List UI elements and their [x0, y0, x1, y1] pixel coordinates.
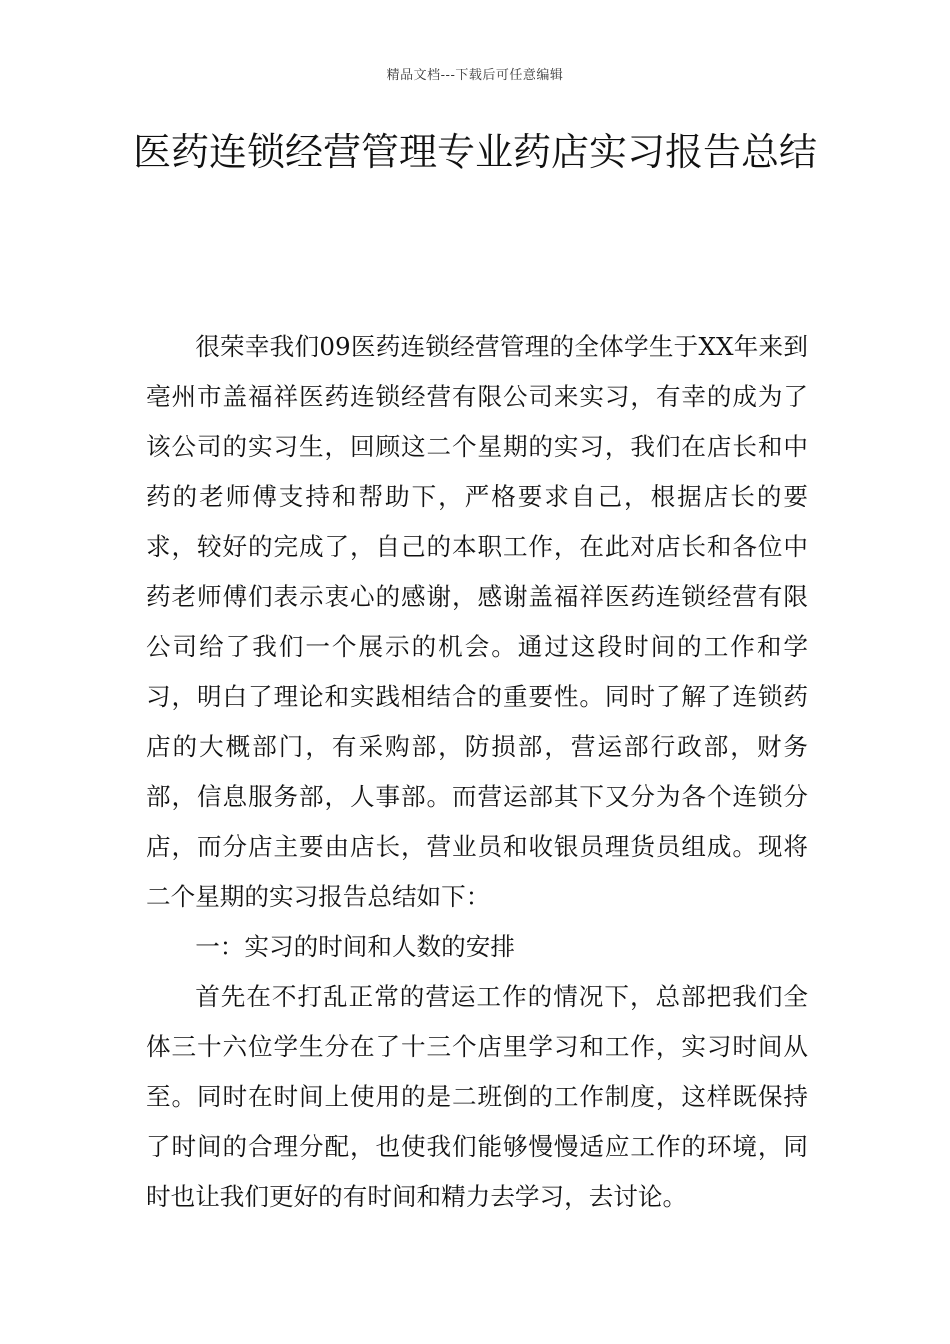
paragraph-intro: 很荣幸我们09医药连锁经营管理的全体学生于XX年来到亳州市盖福祥医药连锁经营有限公司来实习，有幸的成为了该公司的实习生，回顾这二个星期的实习，我们在店长和中药的老师傅支持和帮助下，严格要求自己，根据店长的要求，较好的完成了，自己的本职工作，在此对店长和各位中药老师傅们表示衷心的感谢，感谢盖福祥医药连锁经营有限公司给了我们一个展示的机会。通过这段时间的工作和学习，明白了理论和实践相结合的重要性。同时了解了连锁药店的大概部门，有采购部，防损部，营运部行政部，财务部，信息服务部，人事部。而营运部其下又分为各个连锁分店，而分店主要由店长，营业员和收银员理货员组成。现将二个星期的实习报告总结如下：: [146, 332, 808, 911]
header-note: 精品文档---下载后可任意编辑: [386, 68, 564, 83]
paragraph-schedule: 首先在不打乱正常的营运工作的情况下，总部把我们全体三十六位学生分在了十三个店里学习和工作，实习时间从至。同时在时间上使用的是二班倒的工作制度，这样既保持了时间的合理分配，也使我们能够慢慢适应工作的环境，同时也让我们更好的有时间和精力去学习，去讨论。: [146, 982, 808, 1211]
document-title: 医药连锁经营管理专业药店实习报告总结: [132, 130, 817, 174]
section-heading: 一：实习的时间和人数的安排: [195, 932, 515, 961]
document-body: [146, 322, 808, 1222]
